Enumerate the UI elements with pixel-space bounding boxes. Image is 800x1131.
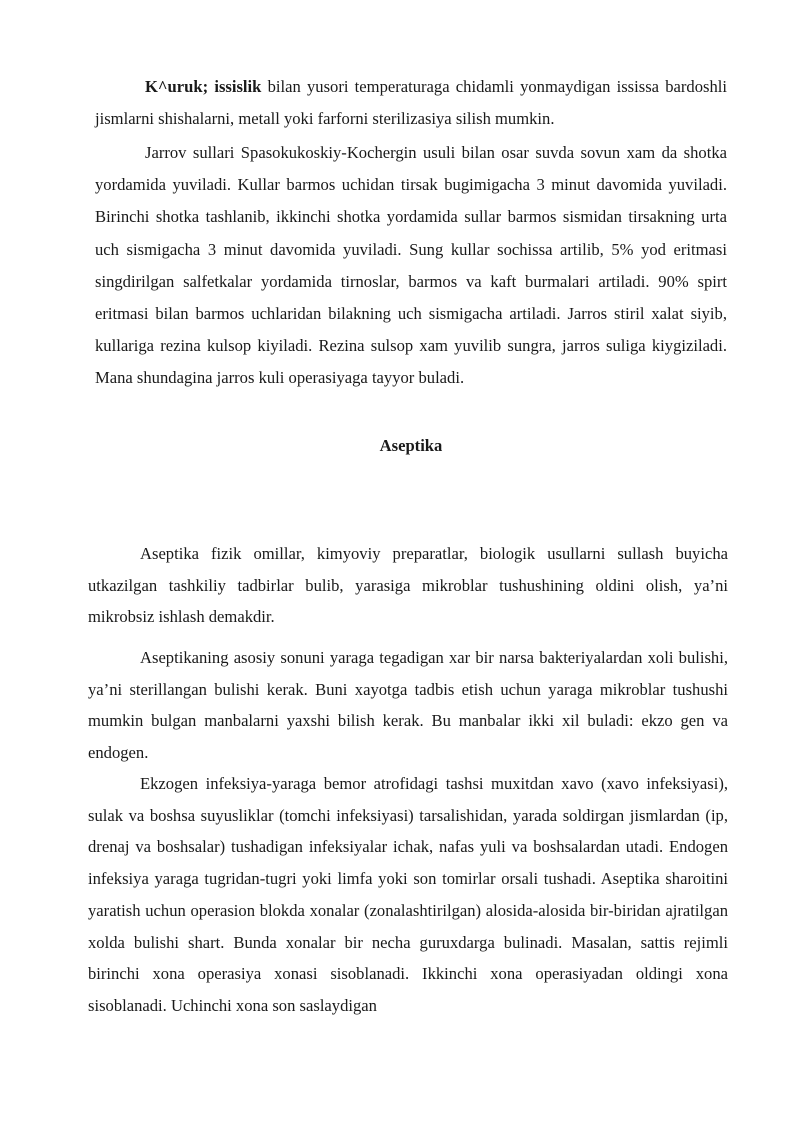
paragraph-text: bilan yusori temperaturaga chidamli yonmaydigan ississa bardoshli jismlarni shishalarni, metall yoki farforni sterilizasiya silish mumkin. [95,77,727,128]
paragraph-infection-sources [88,768,728,1022]
paragraph-text: Aseptika fizik omillar, kimyoviy preparatlar, biologik usullarni sullash buyicha utkazilgan tashkiliy tadbirlar bulib, yarasiga mikroblar tushushining oldini olish, ya’ni mikrobsiz ishlash demakdir. [88,544,728,627]
paragraph-hand-washing [95,137,727,395]
paragraph-text: Aseptikaning asosiy sonuni yaraga tegadigan xar bir narsa bakteriyalardan xoli bulishi, ya’ni sterillangan bulishi kerak. Buni xayotga tadbis etish uchun yaraga mikroblar tushushi mumkin bulgan manbalarni yaxshi bilish kerak. Bu manbalar ikki xil buladi: ekzo gen va endogen. [88,648,728,763]
paragraph-aseptika-principle [88,642,728,769]
bold-lead-text: K^uruk; issislik [145,77,262,96]
paragraph-aseptika-definition [88,538,728,633]
section-heading: Aseptika [379,436,443,455]
paragraph-sterilization [95,71,727,135]
paragraph-text: Ekzogen infeksiya-yaraga bemor atrofidagi tashsi muxitdan xavo (xavo infeksiyasi), sulak va boshsa suyusliklar (tomchi infeksiyasi) tarsalishidan, yarada soldirgan jismlardan (ip, drenaj va boshsalar) tushadigan infeksiyalar ichak, nafas yuli va boshsalardan utadi. Endogen infeksiya yaraga tugridan-tugri yoki limfa yoki son tomirlar orsali tushadi. Aseptika sharoitini yaratish uchun operasion blokda xonalar (zonalashtirilgan) alosida-alosida bir-biridan ajratilgan xolda bulishi shart. Bunda xonalar bir necha guruxdarga bulinadi. Masalan, sattis rejimli birinchi xona operasiya xonasi sisoblanadi. Ikkinchi xona operasiyadan oldingi xona sisoblanadi. Uchinchi xona son saslaydigan [88,774,728,1015]
paragraph-text: Jarrov sullari Spasokukoskiy-Kochergin usuli bilan osar suvda sovun xam da shotka yordamida yuviladi. Kullar barmos uchidan tirsak bugimigacha 3 minut davomida yuviladi. Birinchi shotka tashlanib, ikkinchi shotka yordamida sullar barmos sismidan tirsakning urta uch sismigacha 3 minut davomida yuviladi. Sung kullar sochissa artilib, 5% yod eritmasi singdirilgan salfetkalar yordamida tirnoslar, barmos va kaft burmalari artiladi. 90% spirt eritmasi bilan barmos uchlaridan bilakning uch sismigacha artiladi. Jarros stiril xalat siyib, kullariga rezina kulsop kiyiladi. Rezina sulsop xam yuvilib sungra, jarros suliga kiygiziladi. Mana shundagina jarros kuli operasiyaga tayyor buladi. [95,143,727,388]
